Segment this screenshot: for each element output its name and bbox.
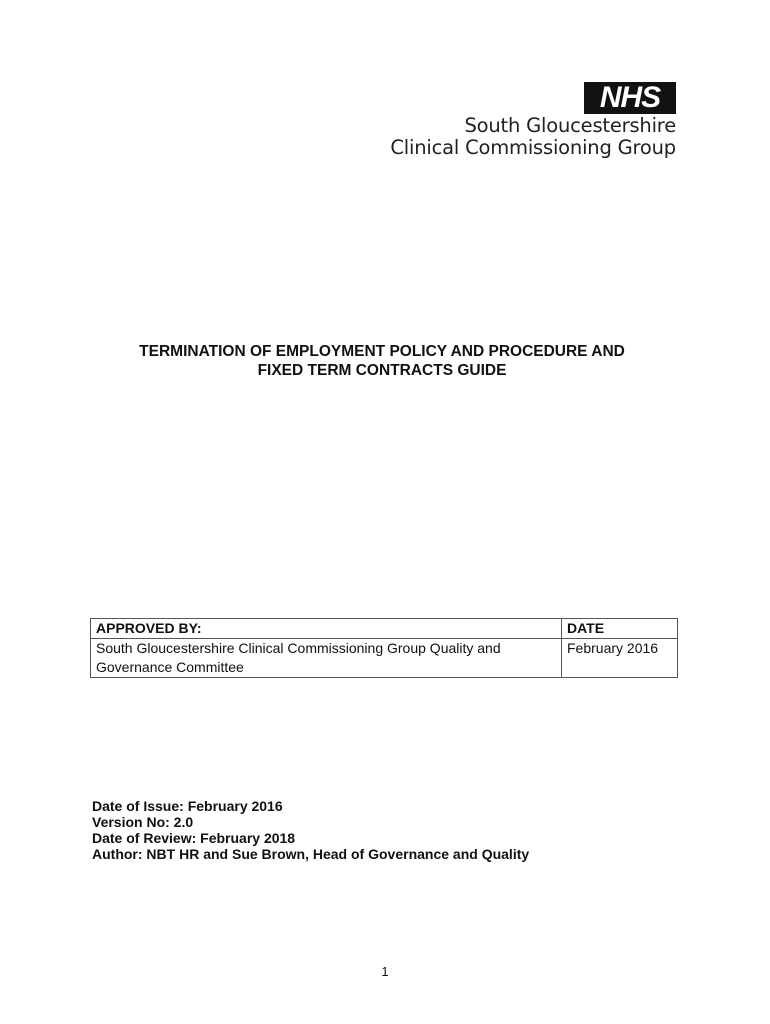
version-number: Version No: 2.0 [92,814,194,830]
date-of-issue: Date of Issue: February 2016 [92,798,283,814]
document-details [92,798,529,862]
title-line2: FIXED TERM CONTRACTS GUIDE [257,362,507,379]
approval-row [91,639,678,678]
approval-header-row [91,619,678,639]
title-line1: TERMINATION OF EMPLOYMENT POLICY AND PROCEDURE AND [139,343,625,360]
document-title [60,342,704,380]
nhs-logo: NHS [584,82,676,114]
date-value: February 2016 [562,639,678,678]
approval-table [90,618,678,678]
page-number: 1 [381,964,389,979]
approved-by-header: APPROVED BY: [91,619,562,639]
approved-by-value: South Gloucestershire Clinical Commissioning Group Quality and Governance Committee [91,639,562,678]
date-header: DATE [562,619,678,639]
org-name-line1: South Gloucestershire [464,114,676,137]
org-name-line2: Clinical Commissioning Group [390,136,676,159]
author: Author: NBT HR and Sue Brown, Head of Governance and Quality [92,846,530,862]
date-of-review: Date of Review: February 2018 [92,830,296,846]
